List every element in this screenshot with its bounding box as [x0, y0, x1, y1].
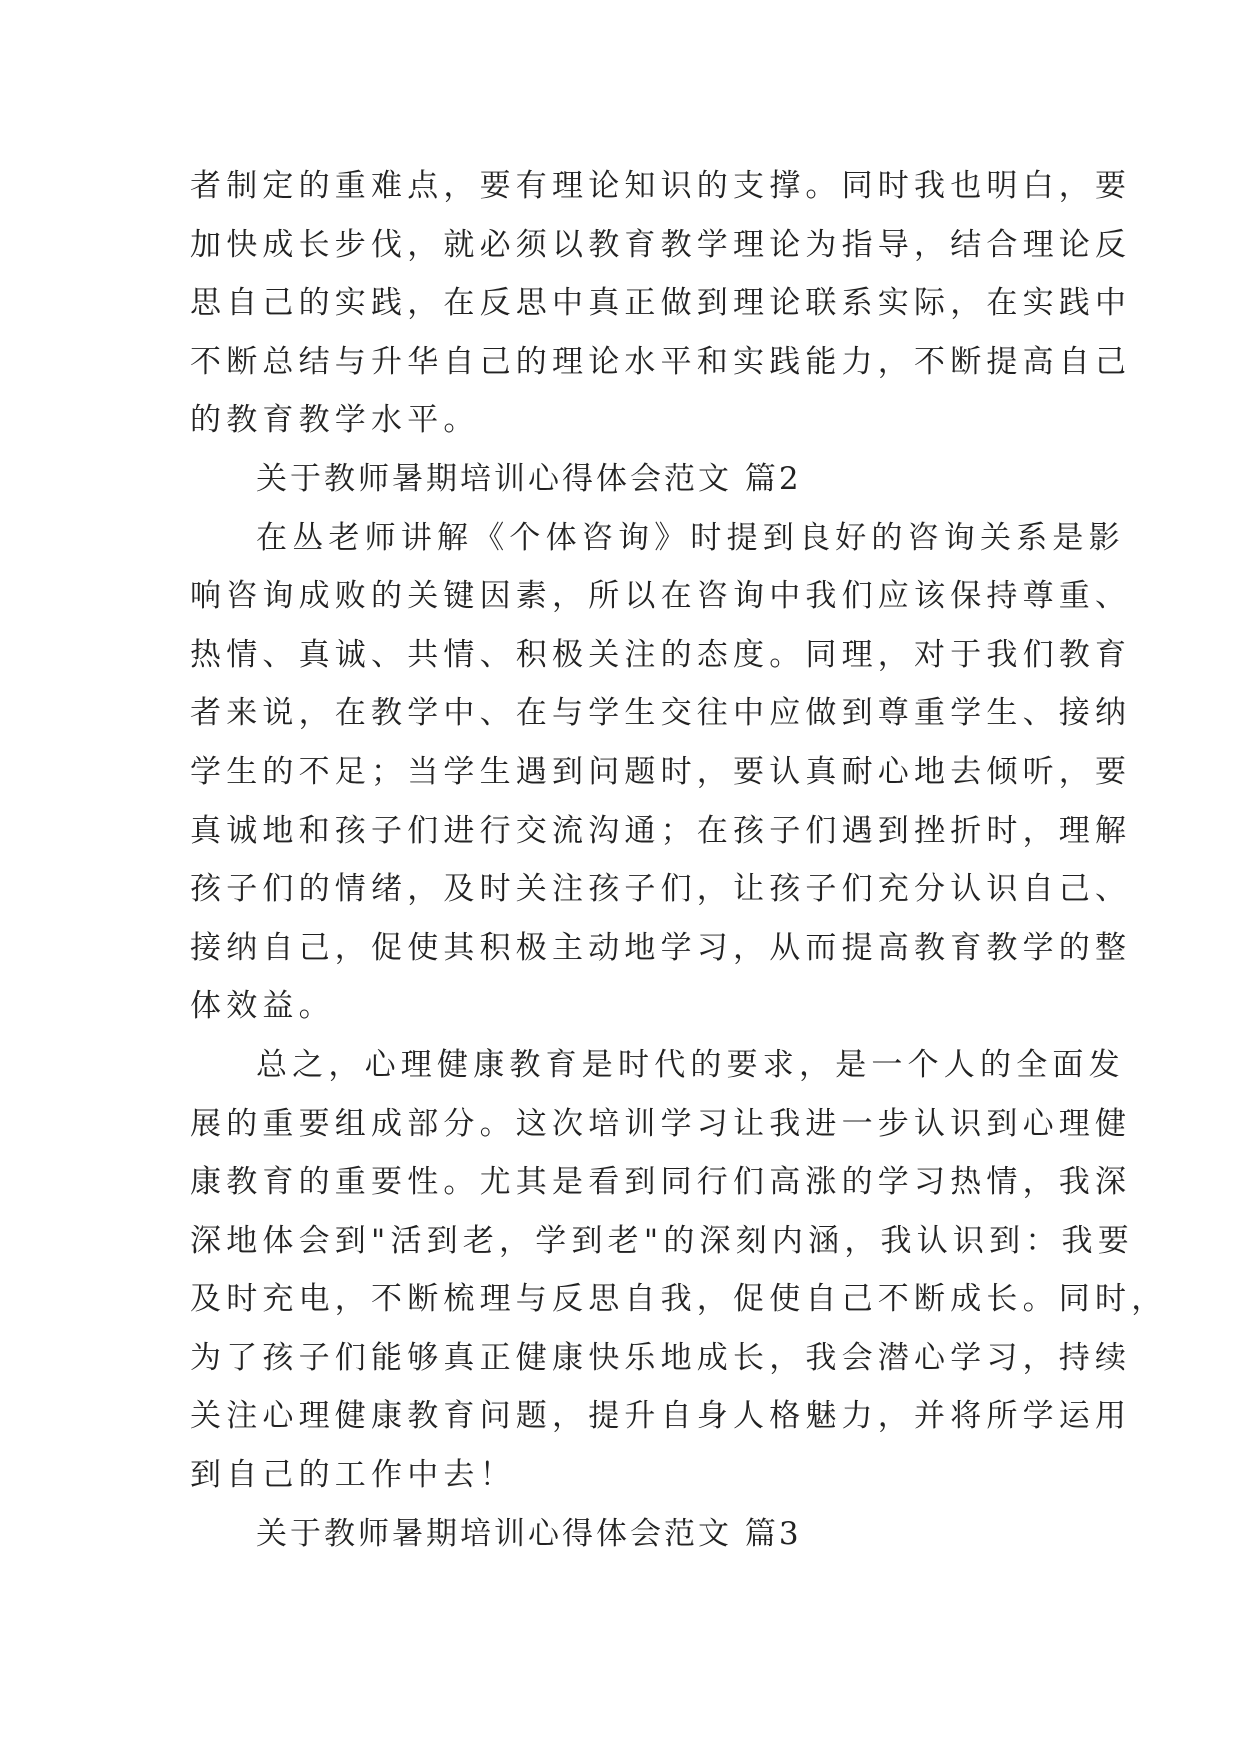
- paragraph-first-line: 总之，心理健康教育是时代的要求，是一个人的全面发: [256, 1046, 1125, 1083]
- text-line: 康教育的重要性。尤其是看到同行们高涨的学习热情，我深: [190, 1164, 1132, 1201]
- text-line: 关注心理健康教育问题，提升自身人格魅力，并将所学运用: [190, 1398, 1132, 1435]
- text-line: 展的重要组成部分。这次培训学习让我进一步认识到心理健: [190, 1105, 1132, 1142]
- section-heading: 关于教师暑期培训心得体会范文 篇3: [256, 1515, 802, 1552]
- text-line: 真诚地和孩子们进行交流沟通；在孩子们遇到挫折时，理解: [190, 812, 1132, 849]
- text-line: 者来说，在教学中、在与学生交往中应做到尊重学生、接纳: [190, 695, 1132, 732]
- document-text-block: [190, 157, 1168, 1563]
- text-line: 者制定的重难点，要有理论知识的支撑。同时我也明白，要: [190, 168, 1132, 204]
- text-line: 及时充电，不断梳理与反思自我，促使自己不断成长。同时，: [190, 1281, 1168, 1318]
- text-line: 到自己的工作中去！: [190, 1457, 516, 1494]
- text-line: 学生的不足；当学生遇到问题时，要认真耐心地去倾听，要: [190, 753, 1132, 790]
- text-line: 深地体会到"活到老，学到老"的深刻内涵，我认识到：我要: [190, 1222, 1134, 1259]
- text-line: 的教育教学水平。: [190, 402, 480, 439]
- section-heading: 关于教师暑期培训心得体会范文 篇2: [256, 460, 802, 497]
- text-line: 不断总结与升华自己的理论水平和实践能力，不断提高自己: [190, 343, 1132, 380]
- paragraph-first-line: 在丛老师讲解《个体咨询》时提到良好的咨询关系是影: [256, 519, 1125, 556]
- text-line: 思自己的实践，在反思中真正做到理论联系实际，在实践中: [190, 285, 1132, 322]
- text-line: 孩子们的情绪，及时关注孩子们，让孩子们充分认识自己、: [190, 871, 1132, 908]
- text-line: 为了孩子们能够真正健康快乐地成长，我会潜心学习，持续: [190, 1339, 1132, 1376]
- text-line: 接纳自己，促使其积极主动地学习，从而提高教育教学的整: [190, 929, 1132, 966]
- text-line: 加快成长步伐，就必须以教育教学理论为指导，结合理论反: [190, 226, 1132, 263]
- text-line: 热情、真诚、共情、积极关注的态度。同理，对于我们教育: [190, 636, 1132, 673]
- text-line: 响咨询成败的关键因素，所以在咨询中我们应该保持尊重、: [190, 578, 1132, 615]
- text-line: 体效益。: [190, 988, 335, 1025]
